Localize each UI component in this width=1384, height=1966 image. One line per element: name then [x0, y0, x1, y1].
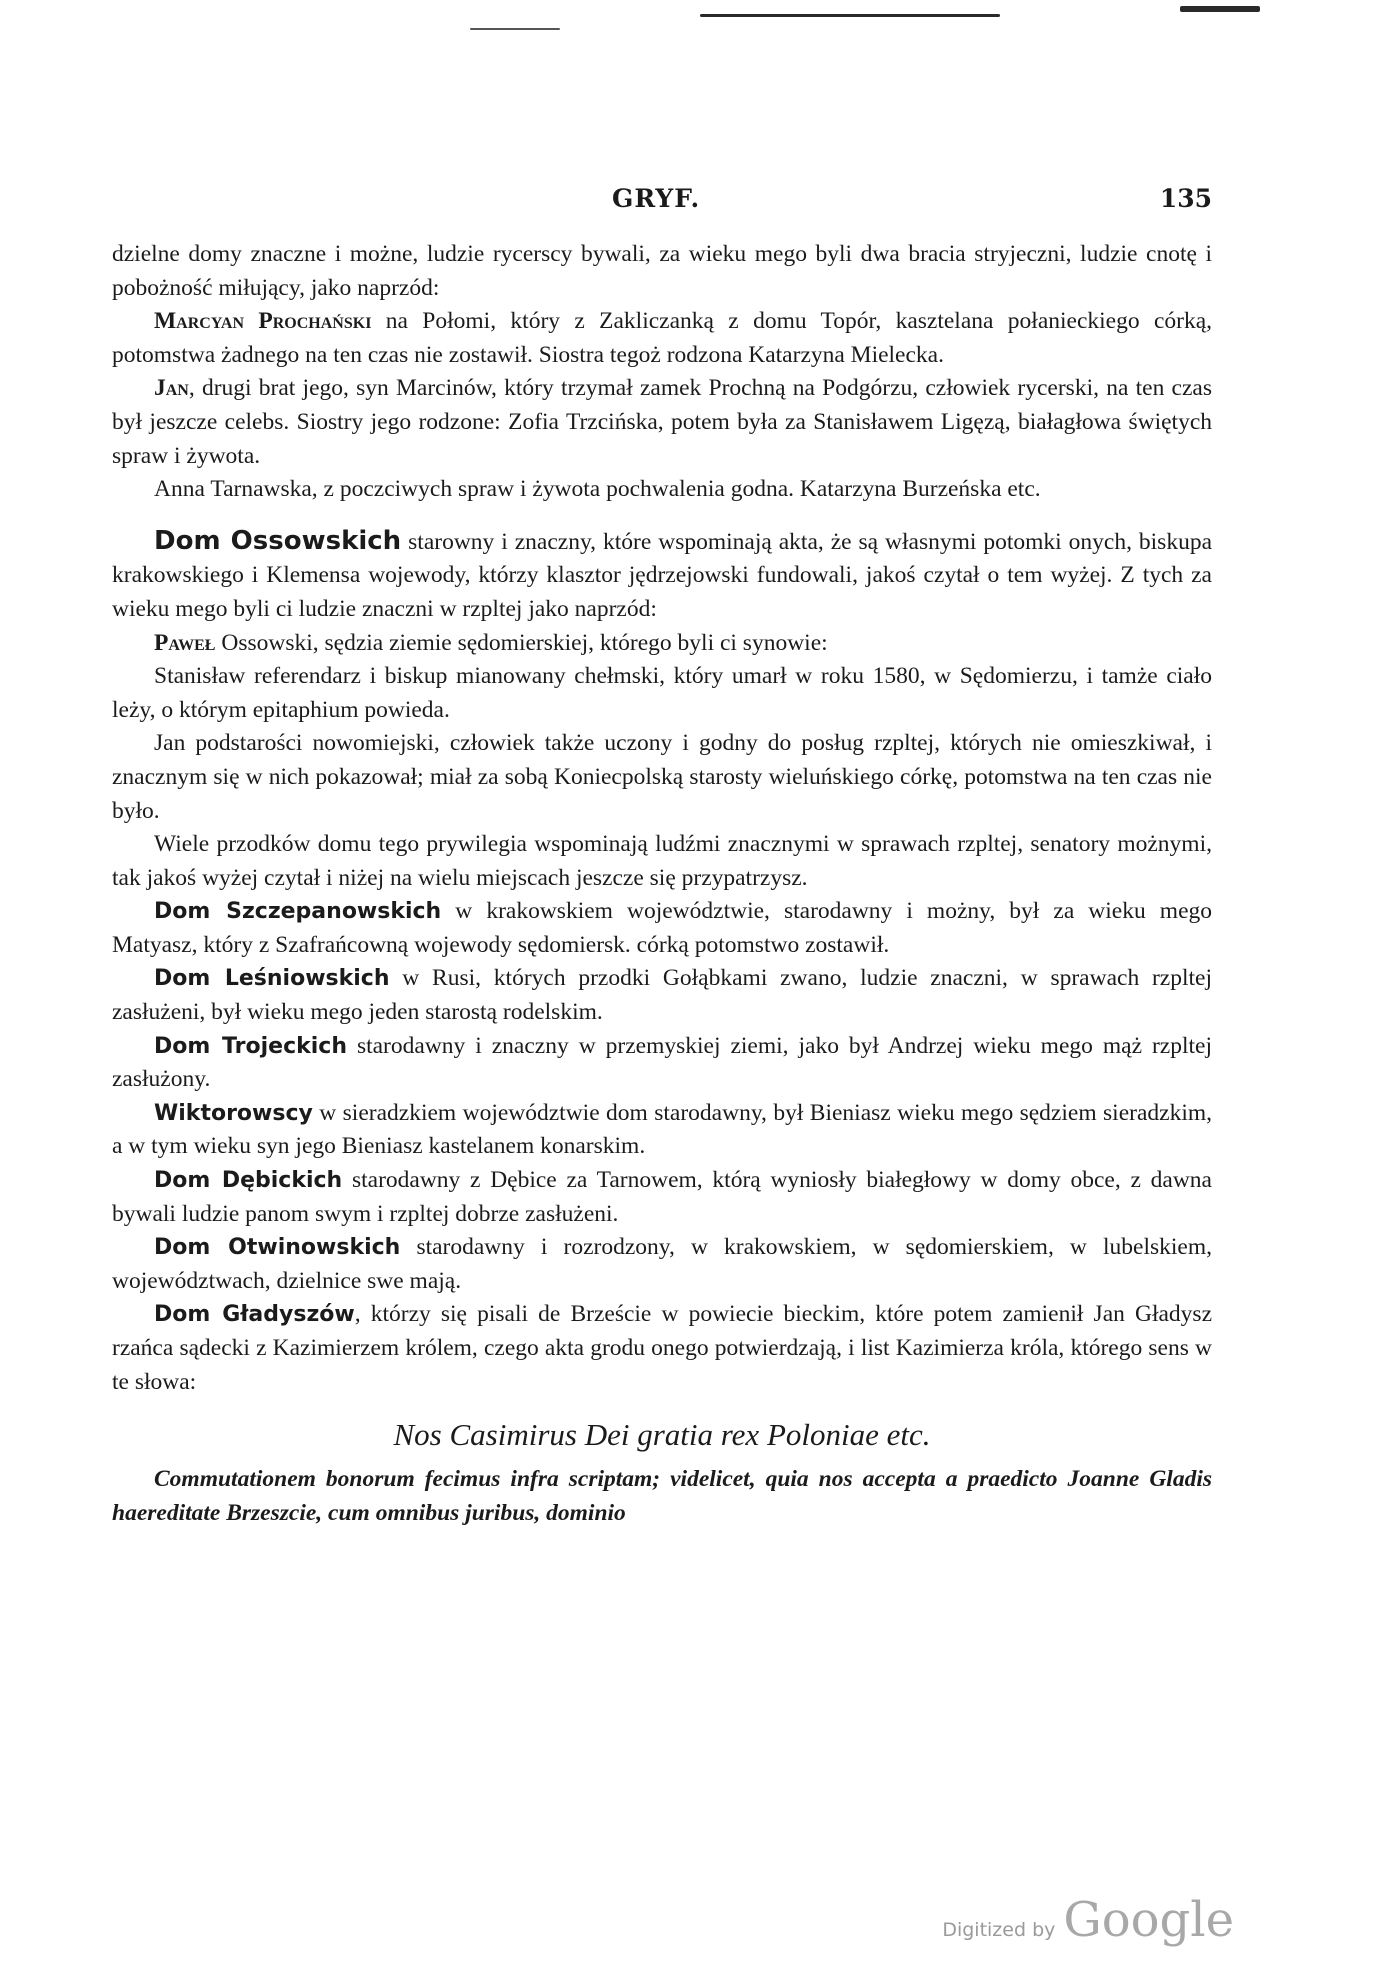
paragraph	[112, 1030, 1212, 1097]
paragraph-text: Wiele przodków domu tego prywilegia wspominają ludźmi znacznymi w sprawach rzpltej, senatory możnymi, tak jakoś wyżej czytał i niżej na wielu miejscach jeszcze się przypatrzysz.	[112, 831, 1212, 891]
paragraph	[112, 660, 1212, 727]
page-header	[112, 184, 1212, 220]
paragraph-text: Ossowski, sędzia ziemie sędomierskiej, którego byli ci synowie:	[215, 629, 828, 656]
paragraph-text: starodawny i rozrodzony, w krakowskiem, w sędomierskiem, w lubelskiem, województwach, dzielnice swe mają.	[112, 1234, 1212, 1294]
paragraph	[112, 828, 1212, 895]
paragraph	[112, 895, 1212, 962]
paragraph	[112, 627, 1212, 661]
paragraph-text: starodawny z Dębice za Tarnowem, którą wyniosły białegłowy w domy obce, z dawna bywali ludzie panom swym i rzpltej dobrze zasłużeni.	[112, 1167, 1212, 1227]
paragraph-text: w sieradzkiem województwie dom starodawny, był Bieniasz wieku mego sędziem sieradzkim, a w tym wieku syn jego Bieniasz kastelanem konarskim.	[112, 1099, 1212, 1160]
paragraph	[112, 1164, 1212, 1231]
scan-artifact-top	[700, 14, 1000, 17]
paragraph-text: starowny i znaczny, które wspominają akta, że są własnymi potomki onych, biskupa krakowskiego i Klemensa wojewody, którzy klasztor jędrzejowski fundowali, jakoś czytał o tem wyżej. Z tych za wieku mego byli ci ludzie znaczni w rzpltej jako naprzód:	[112, 528, 1213, 622]
paragraph	[112, 962, 1212, 1029]
house-name: Dom Szczepanowskich	[154, 899, 442, 925]
paragraph-text: dzielne domy znaczne i możne, ludzie rycerscy bywali, za wieku mego byli dwa bracia stryjeczni, ludzie cnotę i pobożność miłujący, jako naprzód:	[112, 241, 1212, 301]
paragraph	[112, 727, 1212, 828]
paragraph-text: Anna Tarnawska, z poczciwych spraw i żywota pochwalenia godna. Katarzyna Burzeńska etc.	[154, 476, 1041, 503]
house-name: Dom Otwinowskich	[154, 1235, 401, 1261]
house-name: Dom Ossowskich	[154, 525, 402, 556]
paragraph	[112, 372, 1212, 473]
house-name: Dom Trojeckich	[154, 1033, 347, 1059]
paragraph	[112, 238, 1212, 305]
paragraph	[112, 525, 1212, 627]
paragraph-text: na Połomi, który z Zakliczanką z domu Topór, kasztelana połanieckiego córką, potomstwa żadnego na ten czas nie zostawił. Siostra tegoż rodzona Katarzyna Mielecka.	[112, 308, 1212, 368]
paragraph-text: starodawny i znaczny w przemyskiej ziemi, jako był Andrzej wieku mego mąż rzpltej zasłużony.	[112, 1032, 1212, 1093]
house-name: Dom Dębickich	[154, 1168, 343, 1194]
person-name: Jan	[154, 375, 189, 402]
digitized-by-label: Digitized by	[942, 1919, 1056, 1941]
house-name: Wiktorowscy	[154, 1100, 313, 1126]
paragraph	[112, 1097, 1212, 1164]
paragraph	[112, 305, 1212, 372]
paragraph-text: w krakowskiem województwie, starodawny i możny, był za wieku mego Matyasz, który z Szafrańcowną wojewody sędomiersk. córką potomstwo zostawił.	[112, 898, 1212, 958]
paragraph	[112, 1231, 1212, 1298]
page-number: 135	[1159, 184, 1212, 213]
paragraph-text: , którzy się pisali de Brzeście w powiecie bieckim, które potem zamienił Jan Gładysz rzańca sądecki z Kazimierzem królem, czego akta grodu onego potwierdzają, i list Kazimierza króla, którego sens w te słowa:	[112, 1301, 1213, 1395]
scan-artifact-top-left	[470, 28, 560, 30]
digitized-watermark	[942, 1892, 1234, 1948]
house-name: Dom Leśniowskich	[154, 966, 390, 992]
running-head: GRYF.	[612, 184, 701, 213]
latin-heading: Nos Casimirus Dei gratia rex Poloniae etc.	[393, 1417, 931, 1453]
paragraph-text: , drugi brat jego, syn Marcinów, który trzymał zamek Prochną na Podgórzu, człowiek rycerski, na ten czas był jeszcze celebs. Siostry jego rodzone: Zofia Trzcińska, potem była za Stanisławem Ligęzą, białagłowa świętych spraw i żywota.	[112, 375, 1212, 469]
scan-artifact-top-right	[1180, 6, 1260, 12]
page-body	[112, 238, 1212, 1530]
google-logo: Google	[1063, 1892, 1234, 1948]
house-name: Dom Gładyszów	[154, 1302, 355, 1328]
latin-quotation: Commutationem bonorum fecimus infra scriptam; videlicet, quia nos accepta a praedicto Joanne Gladis haereditate Brzeszcie, cum omnibus juribus, dominio	[112, 1466, 1212, 1526]
person-name: Paweł	[154, 629, 216, 656]
paragraph-text: Jan podstarości nowomiejski, człowiek także uczony i godny do posług rzpltej, których nie omieszkiwał, i znacznym się w nich pokazował; miał za sobą Koniecpolską starosty wieluńskiego córkę, potomstwa na ten czas nie było.	[112, 730, 1212, 824]
paragraph	[112, 473, 1212, 507]
paragraph-text: w Rusi, których przodki Gołąbkami zwano, ludzie znaczni, w sprawach rzpltej zasłużeni, był wieku mego jeden starostą rodelskim.	[112, 965, 1212, 1026]
paragraph-text: Stanisław referendarz i biskup mianowany chełmski, który umarł w roku 1580, w Sędomierzu, i tamże ciało leży, o którym epitaphium powieda.	[112, 663, 1212, 723]
paragraph	[112, 1298, 1212, 1399]
person-name: Marcyan Prochański	[154, 308, 372, 335]
